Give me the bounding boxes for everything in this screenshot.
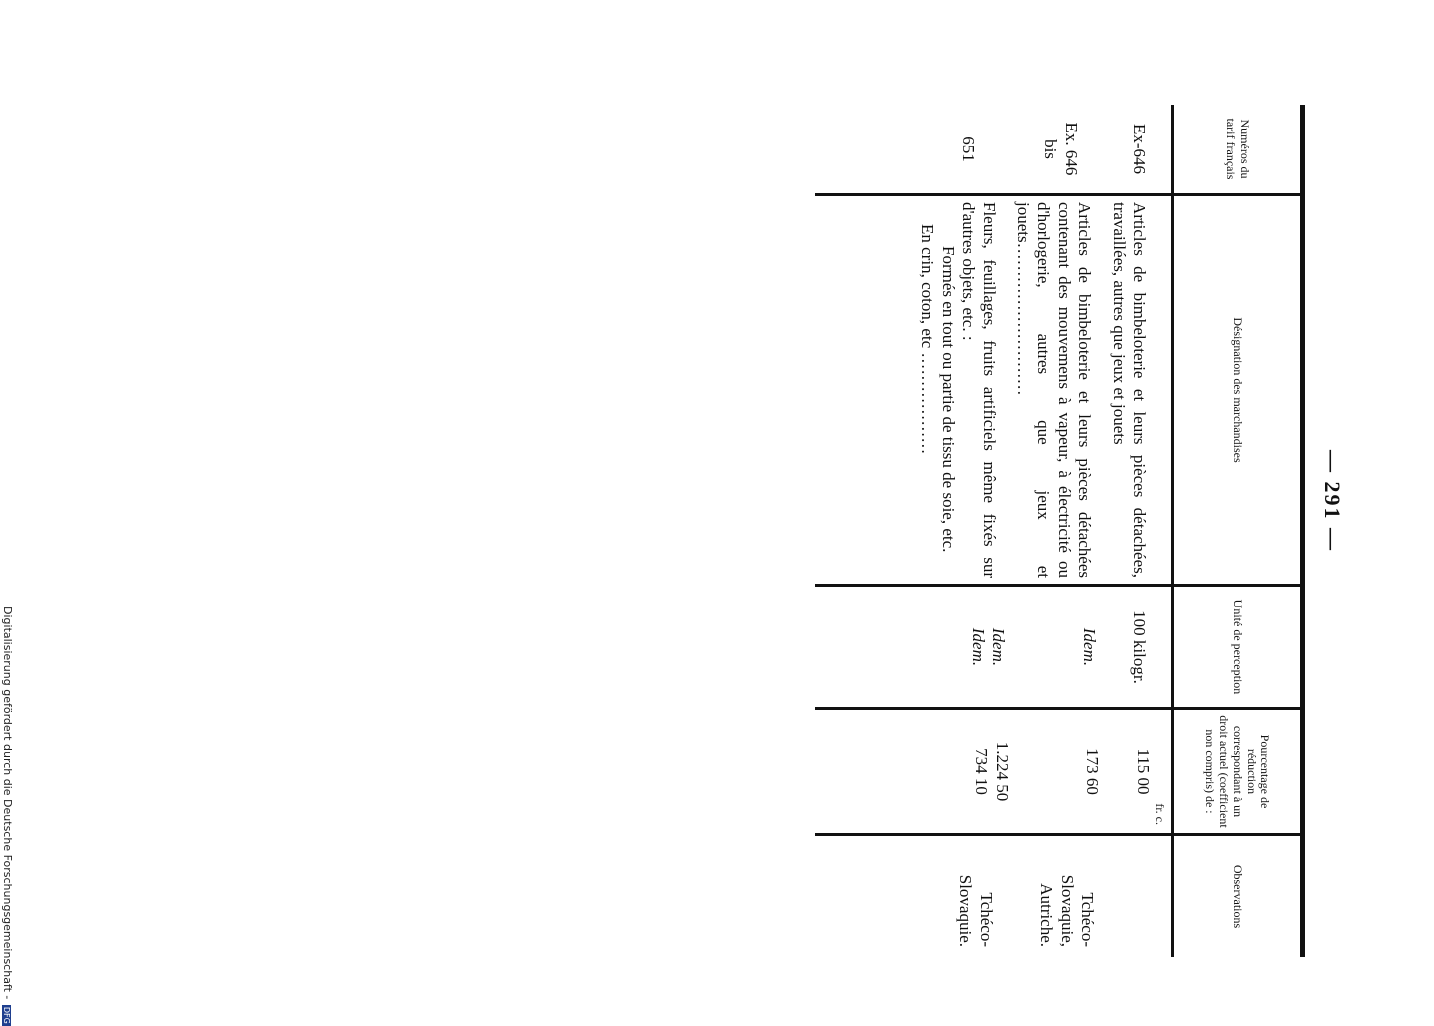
unite-ex646bis: Idem. (1079, 627, 1099, 667)
unite-ex646: 100 kilogr. (1130, 610, 1149, 684)
designation-651-sub2: En crin, coton, etc ……………… (918, 224, 938, 455)
row-observations (815, 835, 1173, 958)
designation-651-sub1: Formés en tout ou partie de tissu de soie, etc. (938, 246, 958, 553)
valeur-ex646bis: 173 60 (1083, 748, 1103, 795)
unit-money: fr. c. (1153, 803, 1167, 825)
table-header-row (1173, 105, 1303, 957)
row-designation (815, 195, 1173, 586)
numero-ex646bis: Ex. 646 bis (1041, 122, 1081, 176)
header-numero: Numéros du tarif français (1173, 105, 1303, 195)
table-row (815, 105, 1173, 957)
designation-651: Fleurs, feuillages, fruits artificiels même fixés sur d'autres objets, etc. : (959, 202, 999, 578)
tariff-table (815, 105, 1305, 957)
designation-ex646bis: Articles de bimbeloterie et leurs pièces détachées contenant des mouvemens à vapeur, à électricité ou d'horlogerie, autres que jeux et jouets……………………… (1014, 202, 1095, 578)
header-pourcentage: Pourcentage de réduction correspondant à un droit actuel (coefficient non compris) de : (1173, 709, 1303, 835)
numero-651: 651 (958, 136, 978, 162)
header-designation: Désignation des marchandises (1173, 195, 1303, 586)
row-unite (815, 586, 1173, 709)
observations-ex646bis: Tchéco-Slovaquie, Autriche. (1037, 874, 1097, 947)
unite-651-1: Idem. (989, 627, 1009, 667)
header-unite: Unité de perception (1173, 586, 1303, 709)
valeur-651-1: 1.224 50 (992, 741, 1012, 802)
row-numero (815, 105, 1173, 195)
page-number: — 291 — (1320, 450, 1345, 552)
tariff-table-container (815, 105, 1305, 947)
numero-ex646: Ex-646 (1130, 123, 1149, 175)
valeur-ex646: 115 00 (1133, 748, 1153, 795)
dfg-logo: DFG (2, 1006, 11, 1024)
header-observations: Observations (1173, 835, 1303, 958)
unite-651-2: Idem. (968, 627, 988, 667)
credit-text: Digitalisierung gefördert durch die Deutsche Forschungsgemeinschaft - (1, 606, 14, 1000)
observations-651: Tchéco-Slovaquie. (956, 874, 996, 947)
designation-ex646: Articles de bimbeloterie et leurs pièces détachées, travaillées, autres que jeux et jouets (1109, 202, 1149, 578)
row-pourcentage (815, 709, 1173, 835)
digitization-credit (1, 606, 14, 1026)
valeur-651-2: 734 10 (972, 748, 992, 795)
